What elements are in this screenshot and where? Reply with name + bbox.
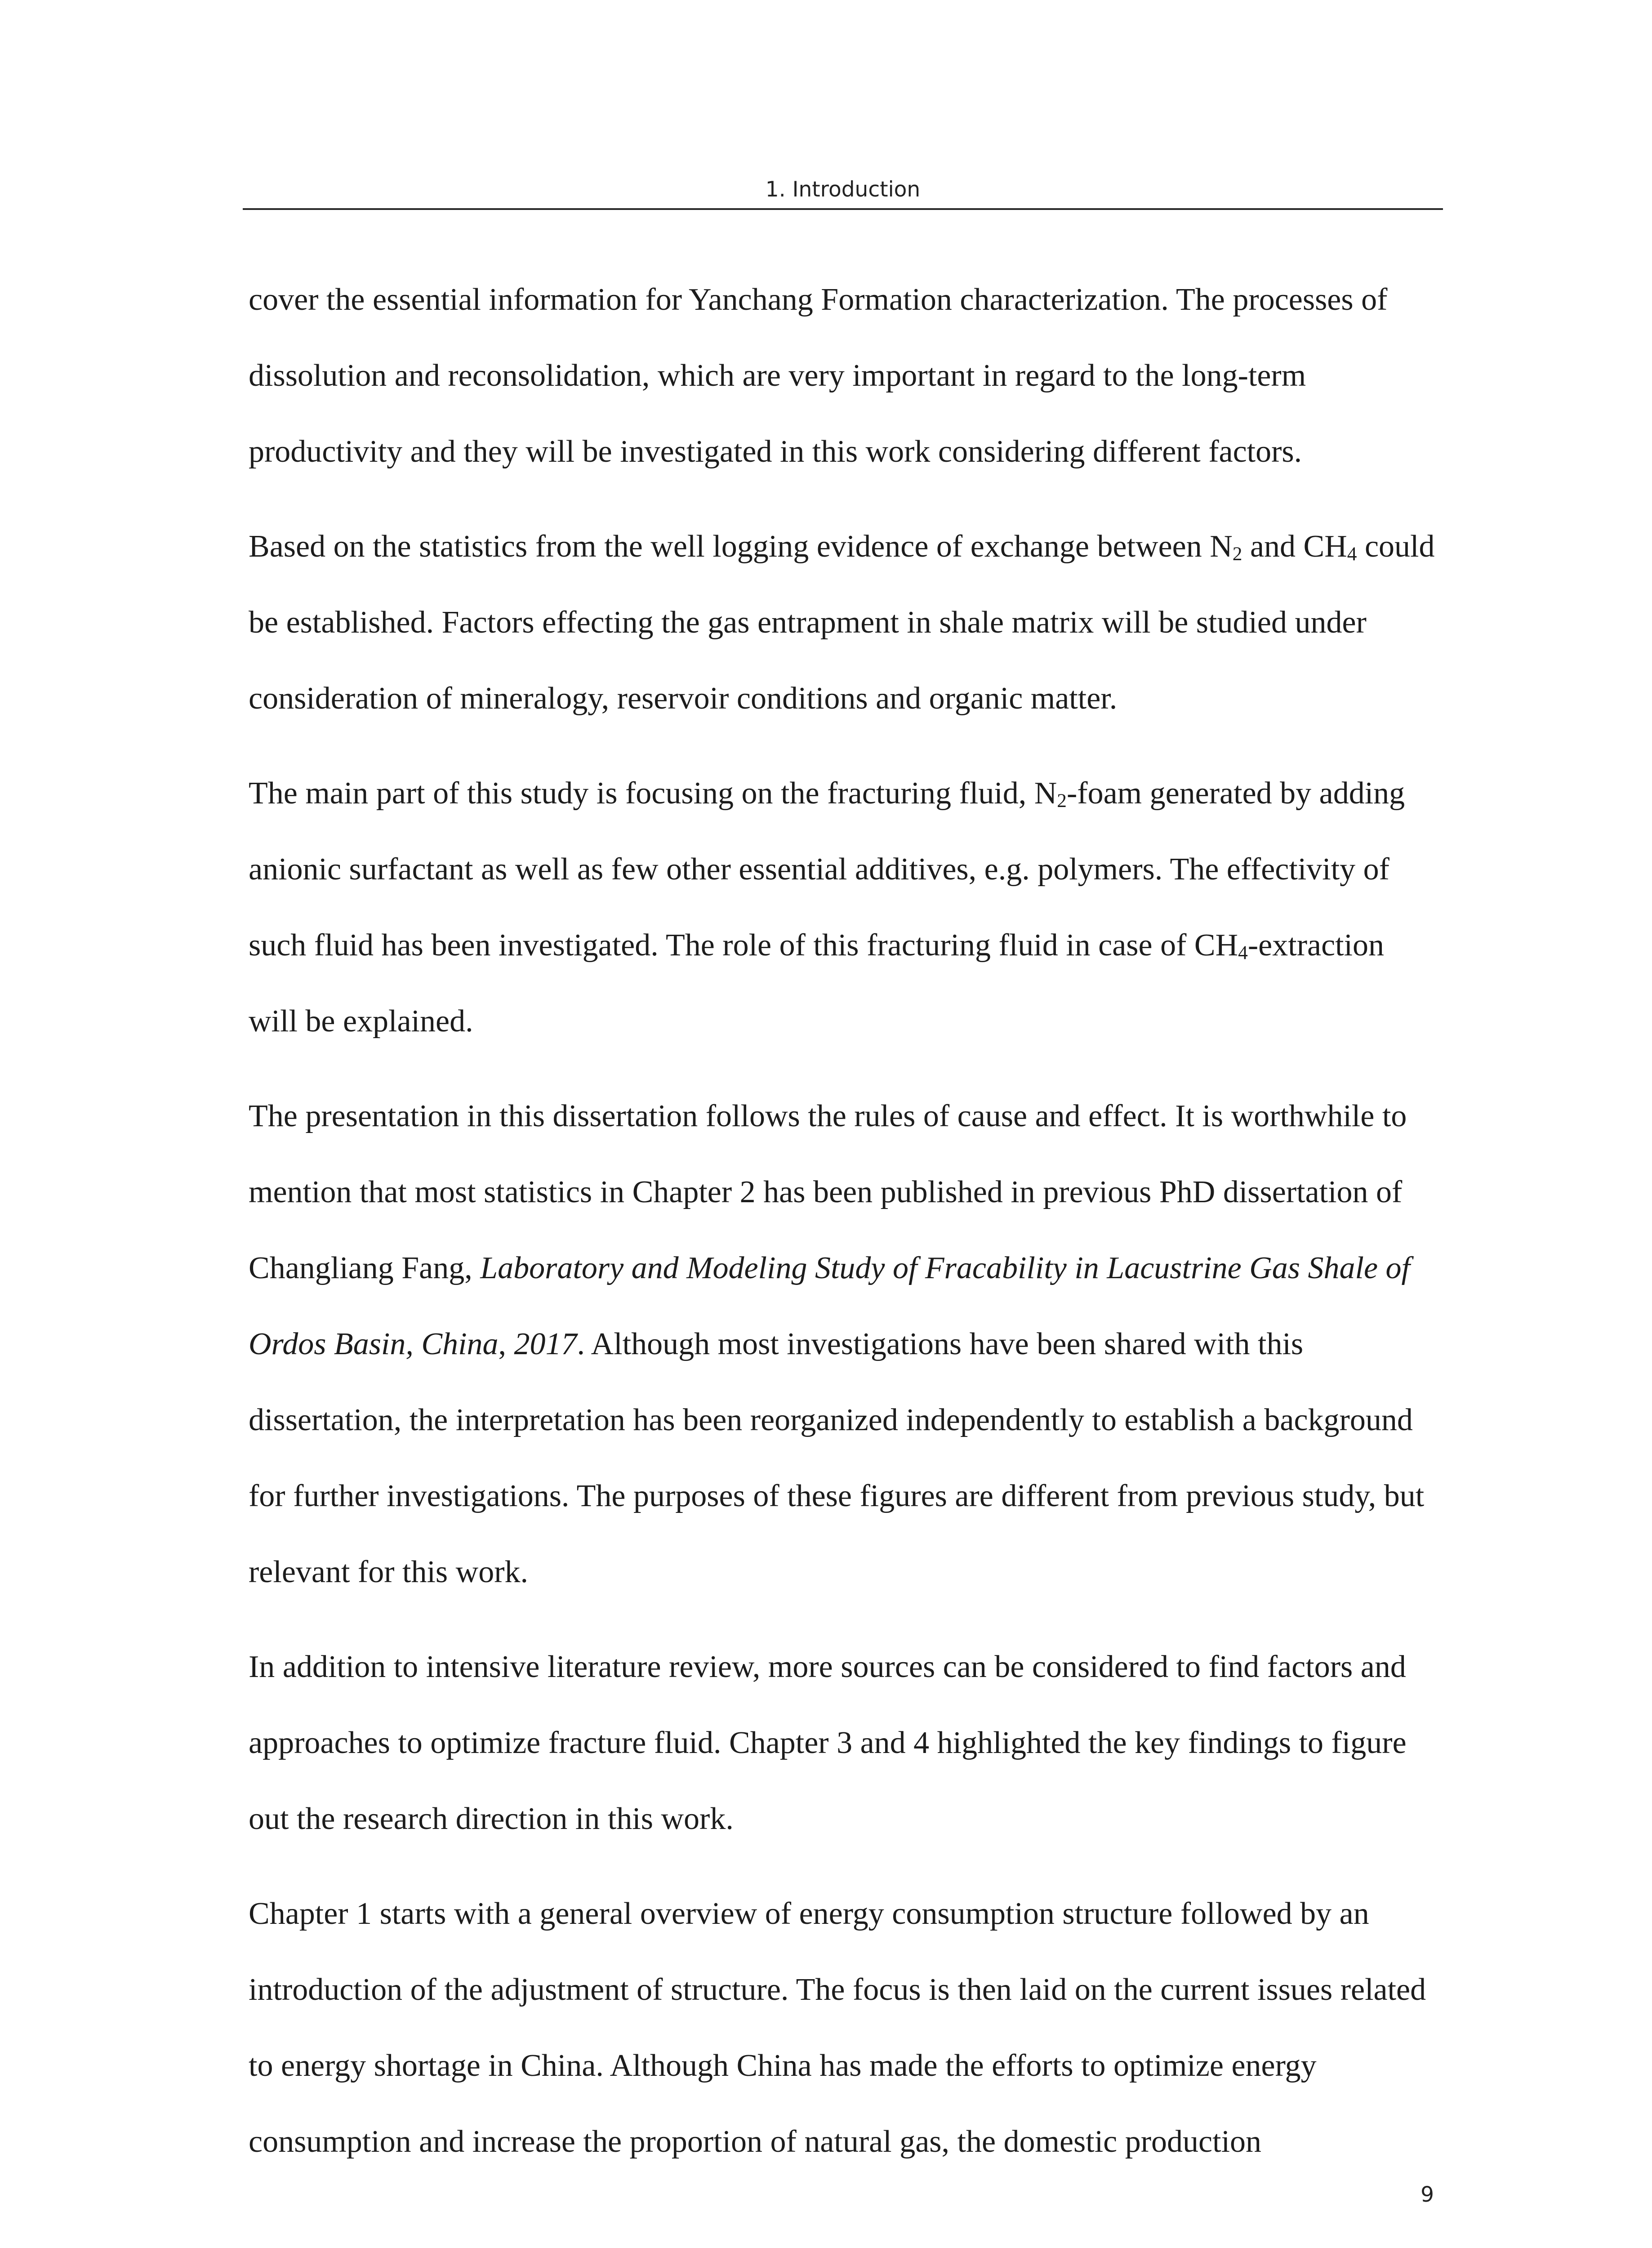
paragraph-text: . Although most investigations have been shared with this dissertation, the interpretation has been reorganized independently to establish a background for further investigations. The purposes of these figures are different from previous study, but relevant for this work. [249, 1327, 1425, 1589]
subscript: 4 [1347, 543, 1357, 565]
header-divider [243, 208, 1443, 210]
body-text [249, 262, 1440, 2199]
paragraph-text: could be established. Factors effecting the gas entrapment in shale matrix will be studied under consideration of mineralogy, reservoir conditions and organic matter. [249, 529, 1435, 716]
paragraph-6 [249, 1876, 1440, 2180]
paragraph-text: cover the essential information for Yanchang Formation characterization. The processes of dissolution and reconsolidation, which are very important in regard to the long-term productivity and they will be investigated in this work considering different factors. [249, 282, 1388, 469]
paragraph-text: -extraction will be explained. [249, 928, 1385, 1039]
paragraph-text: The presentation in this dissertation follows the rules of cause and effect. It is worthwhile to mention that most statistics in Chapter 2 has been published in previous PhD dissertation of Changliang Fang, [249, 1099, 1407, 1285]
paragraph-text: Chapter 1 starts with a general overview of energy consumption structure followed by an introduction of the adjustment of structure. The focus is then laid on the current issues related to energy shortage in China. Although China has made the efforts to optimize energy consumption and increase the proportion of natural gas, the domestic production [249, 1896, 1426, 2159]
subscript: 2 [1232, 543, 1242, 565]
paragraph-text: In addition to intensive literature review, more sources can be considered to find factors and approaches to optimize fracture fluid. Chapter 3 and 4 highlighted the key findings to figure out the research direction in this work. [249, 1650, 1407, 1836]
paragraph-5 [249, 1629, 1440, 1857]
running-header: 1. Introduction [765, 177, 921, 202]
cited-work-year: 2017 [514, 1327, 577, 1361]
cited-work-title: Laboratory and Modeling Study of Fracability in Lacustrine Gas Shale of Ordos Basin, China [249, 1251, 1410, 1361]
paragraph-1 [249, 262, 1440, 490]
paragraph-text: Based on the statistics from the well logging evidence of exchange between N [249, 529, 1233, 564]
paragraph-text: -foam generated by adding anionic surfactant as well as few other essential additives, e.g. polymers. The effectivity of such fluid has been investigated. The role of this fracturing fluid in case of CH [249, 776, 1405, 963]
paragraph-4 [249, 1078, 1440, 1610]
paragraph-2 [249, 508, 1440, 736]
paragraph-text: The main part of this study is focusing on the fracturing fluid, N [249, 776, 1057, 811]
page-number: 9 [1420, 2182, 1434, 2207]
subscript: 4 [1238, 941, 1248, 963]
subscript: 2 [1057, 789, 1067, 812]
paragraph-text: and CH [1242, 529, 1347, 564]
paragraph-3 [249, 755, 1440, 1059]
paragraph-text: , [498, 1327, 514, 1361]
